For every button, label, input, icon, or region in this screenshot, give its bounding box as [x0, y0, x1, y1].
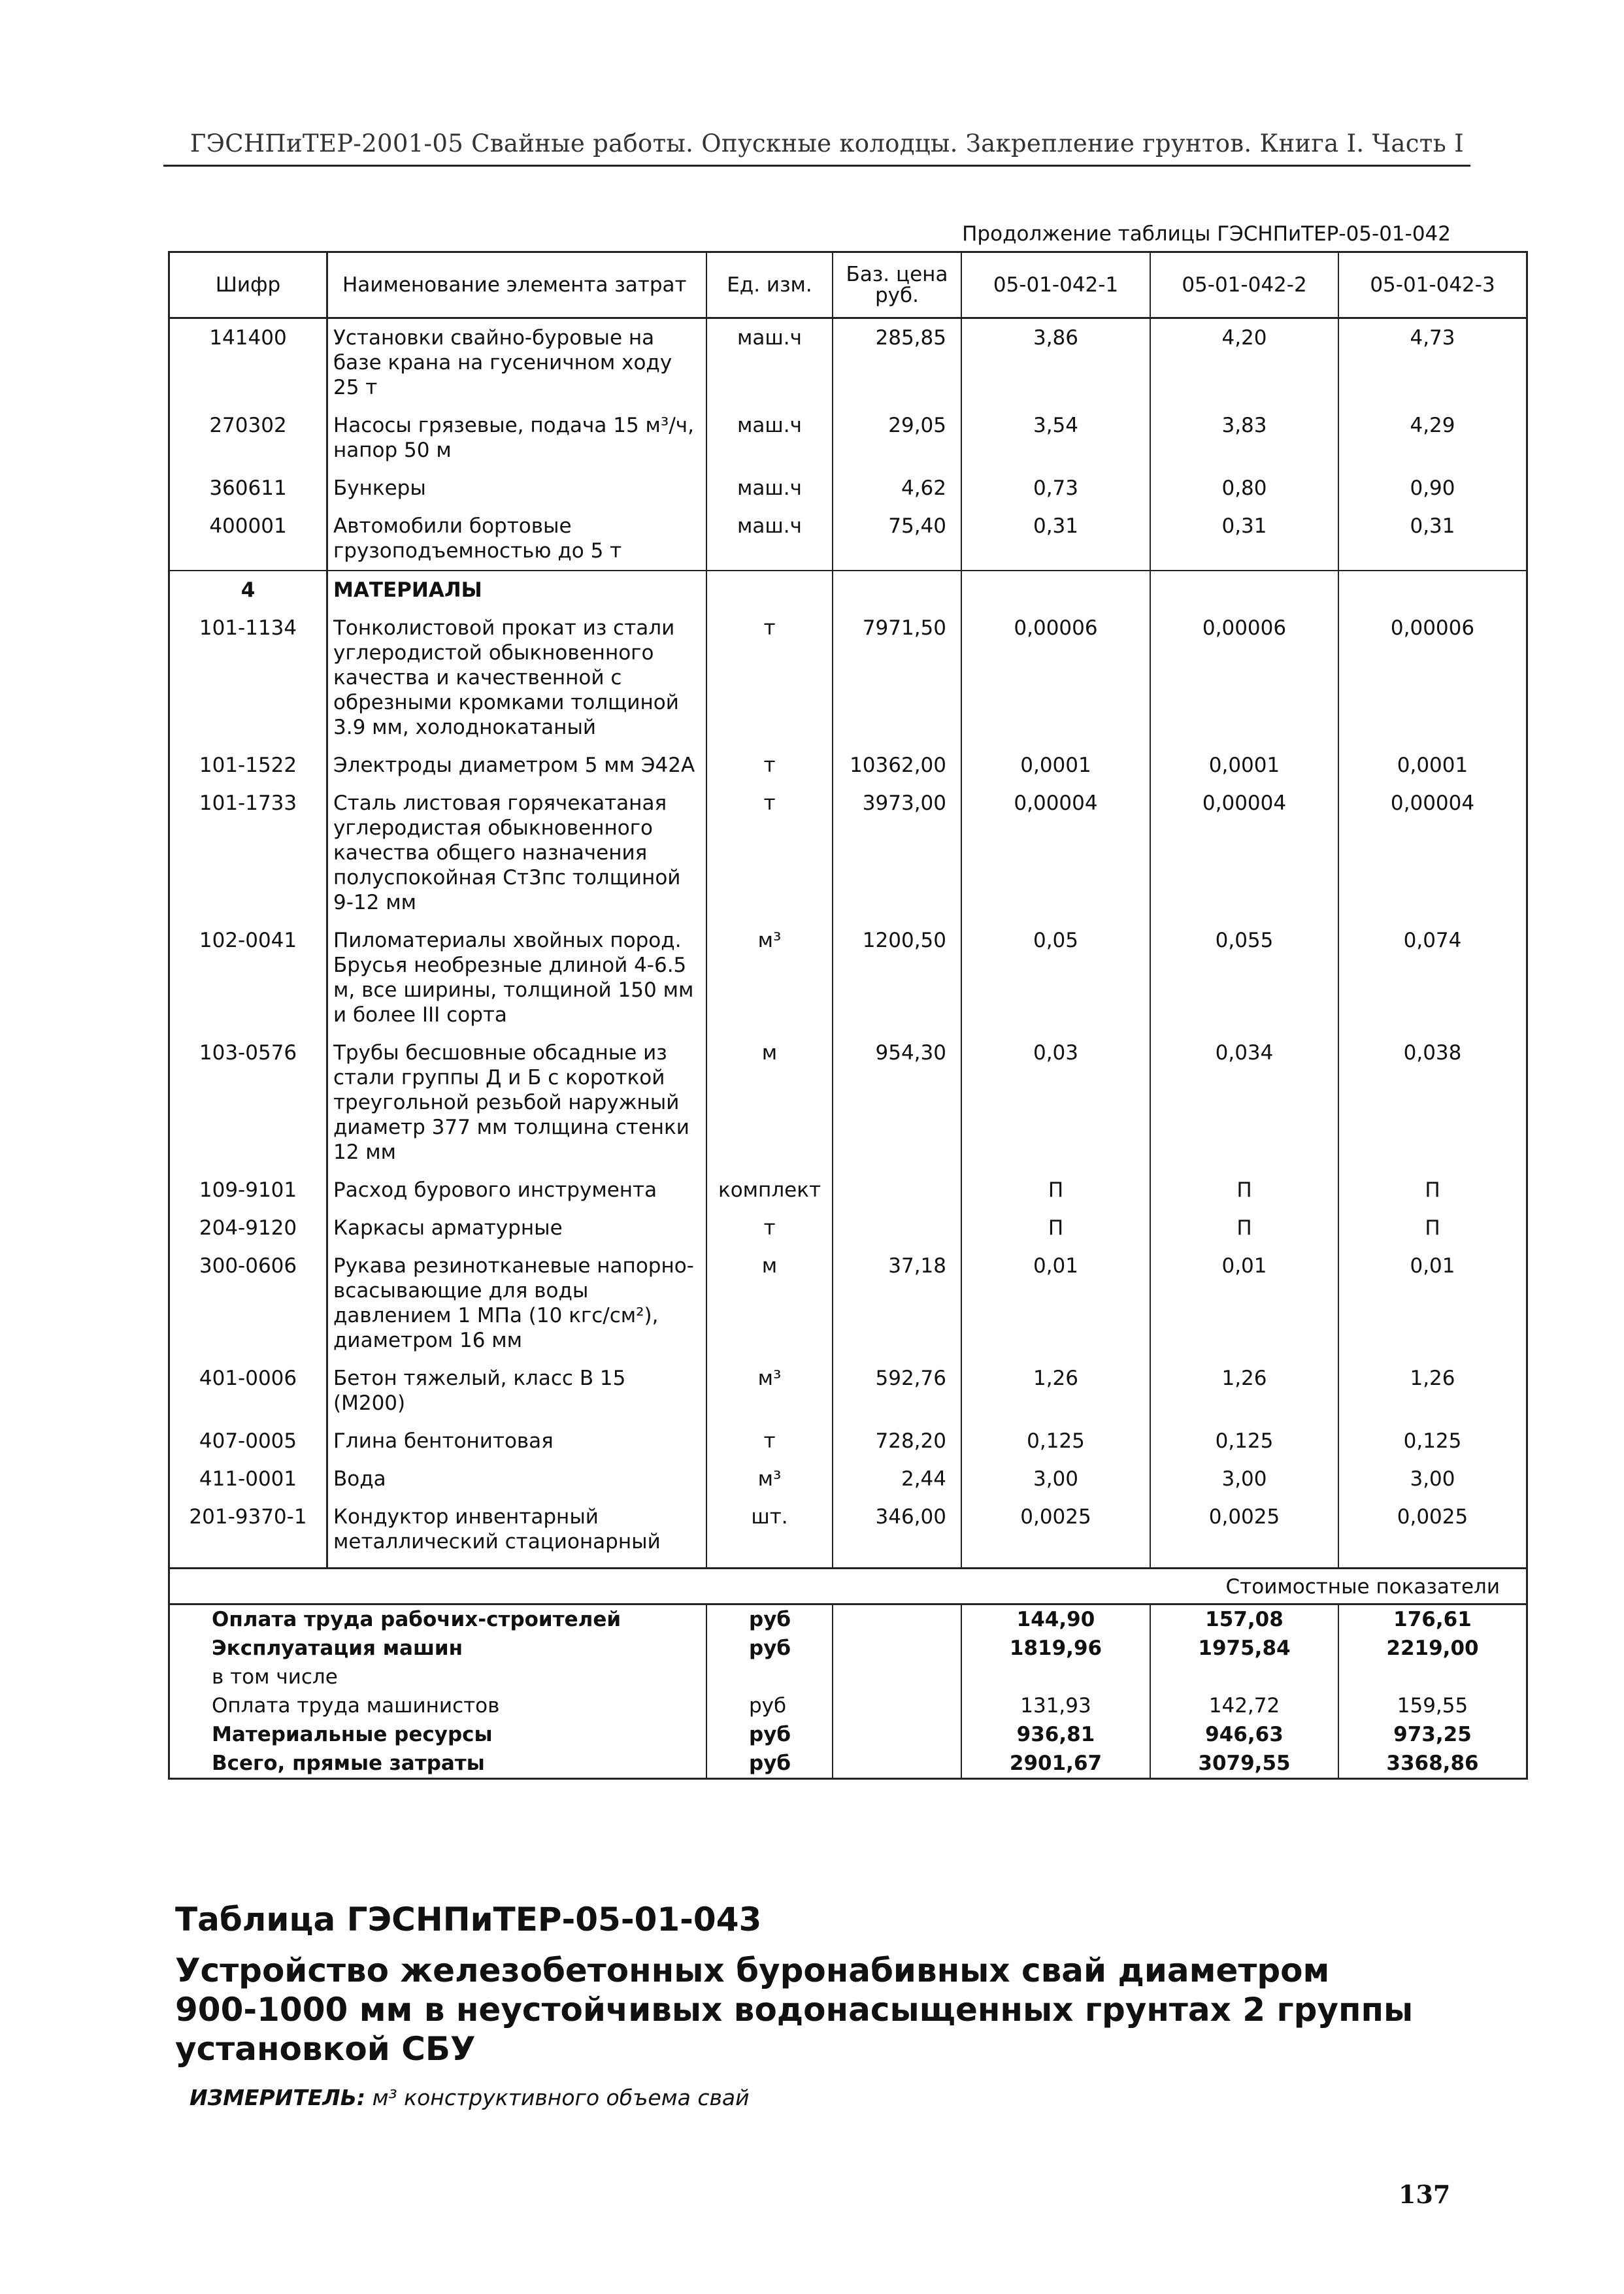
- cell-unit: маш.ч: [706, 469, 833, 507]
- cell-name: Установки свайно-буровые на базе крана на гусеничном ходу 25 т: [333, 326, 672, 399]
- cell-v3: 0,00006: [1338, 609, 1527, 746]
- cell-v1: 0,0001: [961, 746, 1150, 784]
- cell-name: Каркасы арматурные: [333, 1216, 563, 1240]
- section-empty-cell: [706, 571, 833, 609]
- cell-name: Бункеры: [333, 476, 426, 500]
- cell-unit: т: [706, 609, 833, 746]
- cell-code: 103-0576: [169, 1034, 327, 1171]
- header-v3: 05-01-042-3: [1338, 252, 1527, 318]
- cell-unit: м³: [706, 1359, 833, 1422]
- cost-v3: [1338, 1663, 1527, 1691]
- cost-v2: 142,72: [1150, 1691, 1338, 1720]
- cell-price: 3973,00: [833, 784, 961, 922]
- cost-empty-cell: [833, 1691, 961, 1720]
- cell-unit: м³: [706, 1460, 833, 1498]
- header-unit: Ед. изм.: [706, 252, 833, 318]
- section-empty-cell: [1338, 571, 1527, 609]
- section-code: 4: [169, 571, 327, 609]
- cell-price: 4,62: [833, 469, 961, 507]
- cell-v1: 1,26: [961, 1359, 1150, 1422]
- cell-price: 592,76: [833, 1359, 961, 1422]
- cell-price: 1200,50: [833, 922, 961, 1034]
- cost-empty-cell: [833, 1749, 961, 1779]
- cell-v1: П: [961, 1209, 1150, 1247]
- cost-unit: руб: [706, 1691, 833, 1720]
- cell-unit: т: [706, 784, 833, 922]
- table-row: [169, 922, 1527, 1034]
- cost-empty-cell: [833, 1720, 961, 1749]
- cell-v2: 0,00004: [1150, 784, 1338, 922]
- cell-v2: 0,00006: [1150, 609, 1338, 746]
- cell-code: 204-9120: [169, 1209, 327, 1247]
- cell-code: 141400: [169, 318, 327, 407]
- cost-v2: 157,08: [1150, 1604, 1338, 1635]
- cost-v3: 176,61: [1338, 1604, 1527, 1635]
- cost-unit: руб: [706, 1720, 833, 1749]
- cell-code: 411-0001: [169, 1460, 327, 1498]
- cost-unit: руб: [706, 1749, 833, 1779]
- cell-v2: 1,26: [1150, 1359, 1338, 1422]
- cell-price: 346,00: [833, 1498, 961, 1569]
- cost-unit: руб: [706, 1604, 833, 1635]
- cell-v2: 0,31: [1150, 507, 1338, 571]
- cell-name: Тонколистовой прокат из стали углеродистой обыкновенного качества и качественной с обрезными кромками толщиной 3.9 мм, холоднокатаный: [333, 616, 679, 739]
- cost-name: в том числе: [169, 1663, 707, 1691]
- cell-v1: 0,31: [961, 507, 1150, 571]
- cell-v1: 0,125: [961, 1422, 1150, 1460]
- cell-unit: т: [706, 1422, 833, 1460]
- cost-empty-cell: [833, 1604, 961, 1635]
- cost-v3: 159,55: [1338, 1691, 1527, 1720]
- cell-v3: П: [1338, 1209, 1527, 1247]
- cell-code: 102-0041: [169, 922, 327, 1034]
- cell-v3: П: [1338, 1171, 1527, 1209]
- cell-unit: шт.: [706, 1498, 833, 1569]
- cell-price: 7971,50: [833, 609, 961, 746]
- cell-unit: маш.ч: [706, 318, 833, 407]
- cell-v2: 0,055: [1150, 922, 1338, 1034]
- measure-text: м³ конструктивного объема свай: [372, 2085, 750, 2110]
- cell-v1: 0,03: [961, 1034, 1150, 1171]
- cell-unit: м³: [706, 922, 833, 1034]
- cost-empty-cell: [833, 1634, 961, 1663]
- cell-price: 75,40: [833, 507, 961, 571]
- cell-price: 285,85: [833, 318, 961, 407]
- table-row: [169, 507, 1527, 571]
- section-empty-cell: [961, 571, 1150, 609]
- table-header-row: [169, 252, 1527, 318]
- cost-title: Стоимостные показатели: [169, 1569, 1527, 1604]
- cell-price: [833, 1171, 961, 1209]
- cost-name: Оплата труда рабочих-строителей: [169, 1604, 707, 1635]
- cell-v1: 0,00004: [961, 784, 1150, 922]
- table-row: [169, 784, 1527, 922]
- cell-v3: 0,074: [1338, 922, 1527, 1034]
- cell-unit: маш.ч: [706, 507, 833, 571]
- cell-code: 201-9370-1: [169, 1498, 327, 1569]
- cost-v2: 3079,55: [1150, 1749, 1338, 1779]
- cell-v3: 4,73: [1338, 318, 1527, 407]
- cell-v2: 3,00: [1150, 1460, 1338, 1498]
- cost-v1: 1819,96: [961, 1634, 1150, 1663]
- next-table-title: Таблица ГЭСНПиТЕР-05-01-043: [175, 1901, 762, 1938]
- cell-v2: 0,80: [1150, 469, 1338, 507]
- cell-v1: 3,00: [961, 1460, 1150, 1498]
- cell-v1: 0,05: [961, 922, 1150, 1034]
- header-price: Баз. цена руб.: [833, 252, 961, 318]
- cell-code: 407-0005: [169, 1422, 327, 1460]
- header-v2: 05-01-042-2: [1150, 252, 1338, 318]
- cell-v3: 0,90: [1338, 469, 1527, 507]
- header-name: Наименование элемента затрат: [327, 252, 707, 318]
- cell-v2: 0,034: [1150, 1034, 1338, 1171]
- resource-table: [168, 251, 1528, 1780]
- cell-v1: П: [961, 1171, 1150, 1209]
- cell-code: 101-1134: [169, 609, 327, 746]
- cost-row: [169, 1749, 1527, 1779]
- cell-v3: 0,125: [1338, 1422, 1527, 1460]
- cost-unit: руб: [706, 1634, 833, 1663]
- cell-code: 270302: [169, 407, 327, 469]
- cell-name: Пиломатериалы хвойных пород. Брусья необрезные длиной 4-6.5 м, все ширины, толщиной 150 мм и более III сорта: [333, 929, 694, 1027]
- cell-v3: 0,038: [1338, 1034, 1527, 1171]
- table-row: [169, 407, 1527, 469]
- cell-v2: 0,125: [1150, 1422, 1338, 1460]
- cell-code: 101-1522: [169, 746, 327, 784]
- section-empty-cell: [1150, 571, 1338, 609]
- cost-v2: [1150, 1663, 1338, 1691]
- cell-v1: 0,00006: [961, 609, 1150, 746]
- cell-code: 401-0006: [169, 1359, 327, 1422]
- cell-name: Электроды диаметром 5 мм Э42А: [333, 754, 695, 777]
- table-row: [169, 1034, 1527, 1171]
- cell-price: [833, 1209, 961, 1247]
- cell-v1: 0,73: [961, 469, 1150, 507]
- section-empty-cell: [833, 571, 961, 609]
- cost-name: Оплата труда машинистов: [169, 1691, 707, 1720]
- cell-name: Расход бурового инструмента: [333, 1178, 657, 1202]
- cell-price: 954,30: [833, 1034, 961, 1171]
- cost-v1: 144,90: [961, 1604, 1150, 1635]
- cell-v3: 0,0025: [1338, 1498, 1527, 1569]
- cell-unit: комплект: [706, 1171, 833, 1209]
- cell-name: Сталь листовая горячекатаная углеродистая обыкновенного качества общего назначения полуспокойная Ст3пс толщиной 9-12 мм: [333, 791, 681, 914]
- cost-v1: 2901,67: [961, 1749, 1150, 1779]
- cell-v2: 0,0001: [1150, 746, 1338, 784]
- cell-code: 300-0606: [169, 1247, 327, 1359]
- table-row: [169, 1359, 1527, 1422]
- cell-name: Трубы бесшовные обсадные из стали группы Д и Б с короткой треугольной резьбой наружный диаметр 377 мм толщина стенки 12 мм: [333, 1041, 689, 1164]
- cell-v2: П: [1150, 1171, 1338, 1209]
- measure-line: [190, 2085, 750, 2110]
- table-row: [169, 1460, 1527, 1498]
- cell-name: Насосы грязевые, подача 15 м³/ч, напор 50 м: [333, 414, 694, 462]
- cost-v1: 936,81: [961, 1720, 1150, 1749]
- cell-name: Кондуктор инвентарный металлический стационарный: [333, 1505, 661, 1554]
- cell-code: 101-1733: [169, 784, 327, 922]
- cell-code: 400001: [169, 507, 327, 571]
- cost-name: Всего, прямые затраты: [169, 1749, 707, 1779]
- cost-row: [169, 1634, 1527, 1663]
- cost-empty-cell: [833, 1663, 961, 1691]
- cell-v3: 0,31: [1338, 507, 1527, 571]
- cell-v3: 3,00: [1338, 1460, 1527, 1498]
- cost-row: [169, 1604, 1527, 1635]
- cell-v2: 3,83: [1150, 407, 1338, 469]
- cell-v3: 0,01: [1338, 1247, 1527, 1359]
- cell-unit: маш.ч: [706, 407, 833, 469]
- header-code: Шифр: [169, 252, 327, 318]
- cell-v3: 4,29: [1338, 407, 1527, 469]
- cell-v1: 3,86: [961, 318, 1150, 407]
- cell-code: 109-9101: [169, 1171, 327, 1209]
- cell-v1: 3,54: [961, 407, 1150, 469]
- table-row: [169, 469, 1527, 507]
- cell-unit: т: [706, 746, 833, 784]
- table-row: [169, 318, 1527, 407]
- cell-name: Вода: [333, 1467, 386, 1491]
- cell-unit: м: [706, 1247, 833, 1359]
- table-row: [169, 609, 1527, 746]
- table-row: [169, 1498, 1527, 1569]
- cell-v2: П: [1150, 1209, 1338, 1247]
- cell-v3: 0,00004: [1338, 784, 1527, 922]
- materials-section-row: [169, 571, 1527, 609]
- cell-name: Бетон тяжелый, класс В 15 (М200): [333, 1367, 626, 1415]
- cost-row: [169, 1720, 1527, 1749]
- cost-v1: 131,93: [961, 1691, 1150, 1720]
- cell-name: Глина бентонитовая: [333, 1429, 554, 1453]
- cost-v1: [961, 1663, 1150, 1691]
- cost-name: Материальные ресурсы: [169, 1720, 707, 1749]
- cell-v2: 0,0025: [1150, 1498, 1338, 1569]
- cell-v1: 0,0025: [961, 1498, 1150, 1569]
- cell-v3: 0,0001: [1338, 746, 1527, 784]
- cost-v3: 3368,86: [1338, 1749, 1527, 1779]
- running-head: ГЭСНПиТЕР-2001-05 Свайные работы. Опускные колодцы. Закрепление грунтов. Книга I. Часть I: [190, 129, 1464, 158]
- header-v1: 05-01-042-1: [961, 252, 1150, 318]
- table-row: [169, 1209, 1527, 1247]
- cost-title-row: [169, 1569, 1527, 1604]
- next-table-subtitle: Устройство железобетонных буронабивных свай диаметром 900-1000 мм в неустойчивых водонасыщенных грунтах 2 группы установкой СБУ: [175, 1952, 1414, 2068]
- table-row: [169, 1171, 1527, 1209]
- cell-unit: м: [706, 1034, 833, 1171]
- cost-v2: 1975,84: [1150, 1634, 1338, 1663]
- cost-unit: [706, 1663, 833, 1691]
- cost-row: [169, 1663, 1527, 1691]
- cost-v3: 2219,00: [1338, 1634, 1527, 1663]
- table-row: [169, 1422, 1527, 1460]
- section-name: МАТЕРИАЛЫ: [327, 571, 707, 609]
- table-row: [169, 1247, 1527, 1359]
- cell-name: Автомобили бортовые грузоподъемностью до 5 т: [333, 514, 622, 563]
- cell-code: 360611: [169, 469, 327, 507]
- cost-v2: 946,63: [1150, 1720, 1338, 1749]
- cell-price: 10362,00: [833, 746, 961, 784]
- measure-label: ИЗМЕРИТЕЛЬ:: [190, 2085, 366, 2110]
- cell-unit: т: [706, 1209, 833, 1247]
- cost-name: Эксплуатация машин: [169, 1634, 707, 1663]
- cell-price: 29,05: [833, 407, 961, 469]
- cell-v3: 1,26: [1338, 1359, 1527, 1422]
- cost-v3: 973,25: [1338, 1720, 1527, 1749]
- cell-name: Рукава резинотканевые напорно-всасывающие для воды давлением 1 МПа (10 кгс/см²), диаметром 16 мм: [333, 1254, 694, 1352]
- page-number: 137: [1399, 2180, 1451, 2209]
- header-rule: [163, 165, 1470, 167]
- cost-row: [169, 1691, 1527, 1720]
- cell-price: 2,44: [833, 1460, 961, 1498]
- continuation-label: Продолжение таблицы ГЭСНПиТЕР-05-01-042: [962, 222, 1451, 246]
- cell-price: 37,18: [833, 1247, 961, 1359]
- cell-v2: 0,01: [1150, 1247, 1338, 1359]
- cell-v1: 0,01: [961, 1247, 1150, 1359]
- cell-price: 728,20: [833, 1422, 961, 1460]
- cell-v2: 4,20: [1150, 318, 1338, 407]
- table-row: [169, 746, 1527, 784]
